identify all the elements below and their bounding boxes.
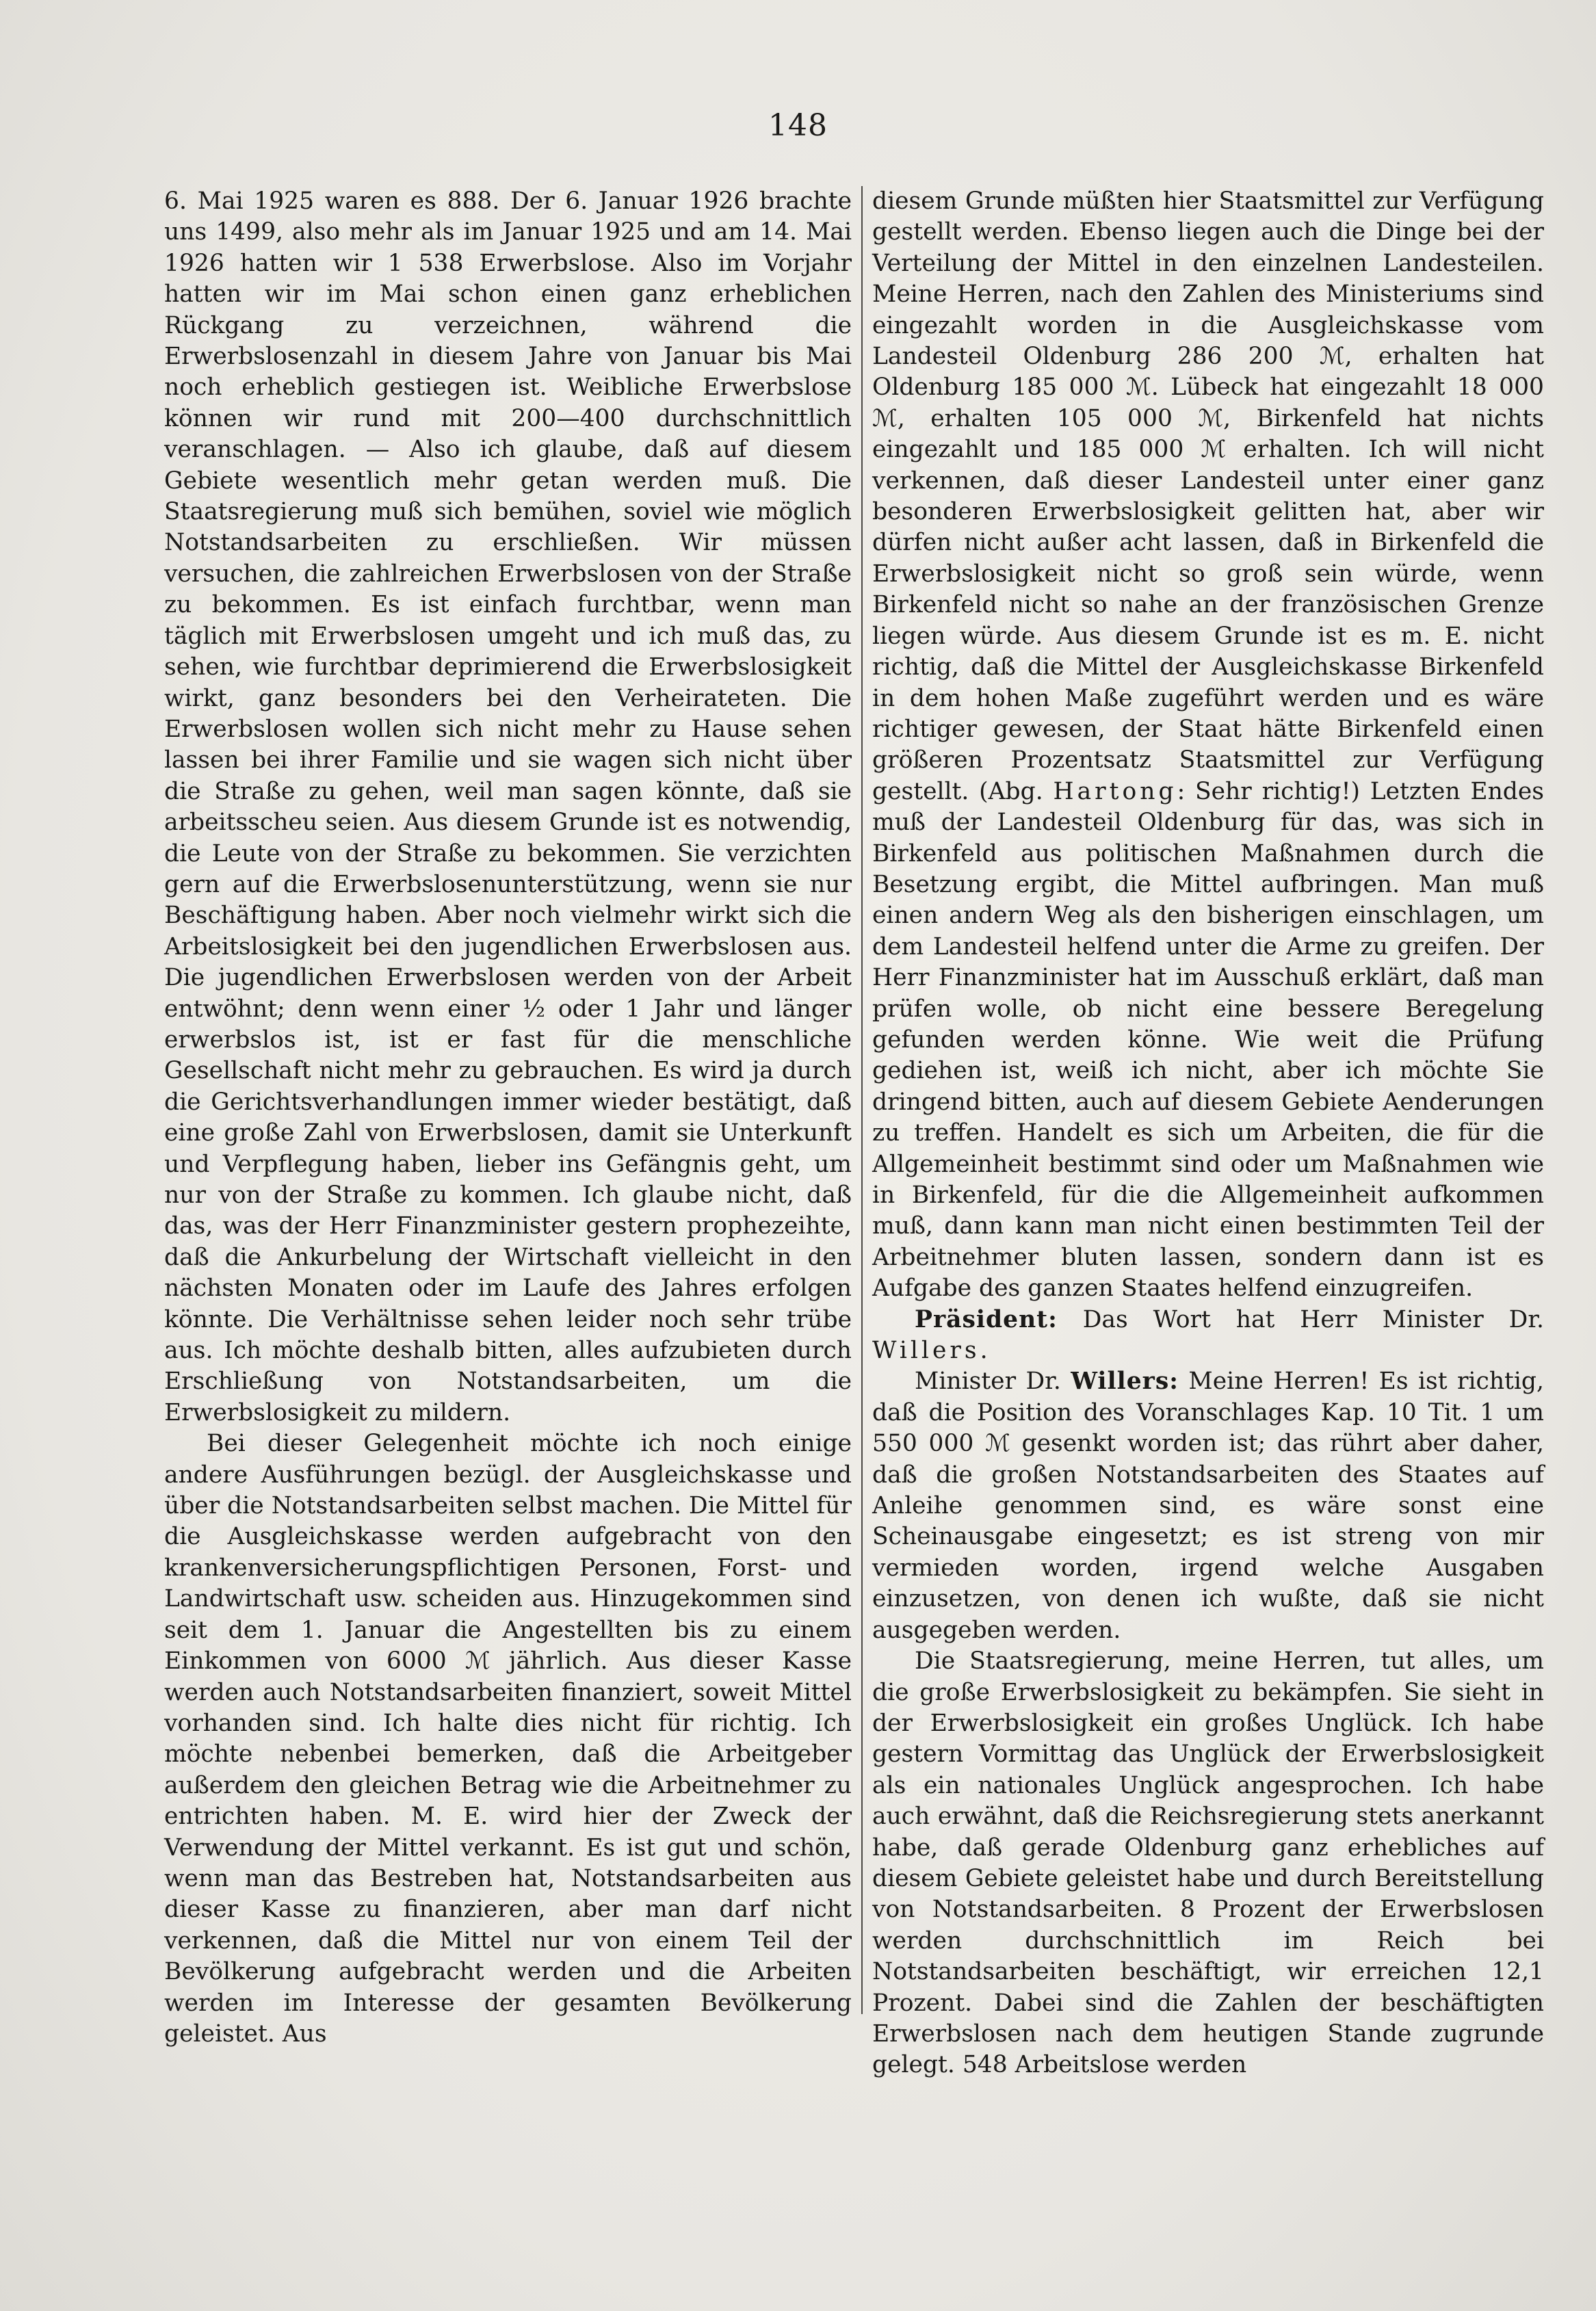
- right-column: [872, 186, 1544, 2081]
- paragraph-text: : Sehr richtig!) Letzten Endes muß der Landesteil Oldenburg für das, was sich in Birkenfeld aus politischen Maßnahmen durch die Besetzung ergibt, die Mittel aufbringen. Man muß einen andern Weg als den bisherigen einschlagen, um dem Landesteil helfend unter die Arme zu greifen. Der Herr Finanzminister hat im Ausschuß erklärt, daß man prüfen wolle, ob nicht eine bessere Beregelung gefunden werden könne. Wie weit die Prüfung gediehen ist, weiß ich nicht, aber ich möchte Sie dringend bitten, auch auf diesem Gebiete Aenderungen zu treffen. Handelt es sich um Arbeiten, die für die Allgemeinheit bestimmt sind oder um Maßnahmen wie in Birkenfeld, für die die Allgemeinheit aufkommen muß, dann kann man nicht einen bestimmten Teil der Arbeitnehmer bluten lassen, sondern dann ist es Aufgabe des ganzen Staates helfend einzugreifen.: [872, 777, 1545, 1303]
- interjection-speaker: Hartong: [1053, 777, 1177, 805]
- speaker-prefix: Minister Dr.: [915, 1368, 1071, 1396]
- paragraph: Die Staatsregierung, meine Herren, tut alles, um die große Erwerbslosigkeit zu bekämpfen. Sie sieht in der Erwerbslosigkeit ein großes Unglück. Ich habe gestern Vormittag das Unglück der Erwerbslosigkeit als ein nationales Unglück angesprochen. Ich habe auch erwähnt, daß die Reichsregierung stets anerkannt habe, daß gerade Oldenburg ganz erhebliches auf diesem Gebiete geleistet habe und durch Bereitstellung von Notstandsarbeiten. 8 Prozent der Erwerbslosen werden durchschnittlich im Reich bei Notstandsarbeiten beschäftigt, wir erreichen 12,1 Prozent. Dabei sind die Zahlen der beschäftigten Erwerbslosen nach dem heutigen Stande zugrunde gelegt. 548 Arbeitslose werden: [872, 1647, 1544, 2079]
- paragraph: [872, 186, 1544, 1305]
- statement-text: Meine Herren! Es ist richtig, daß die Position des Voranschlages Kap. 10 Tit. 1 um 550 000 ℳ gesenkt worden ist; das rührt aber daher, daß die großen Notstandsarbeiten des Staates auf Anleihe genommen sind, es wäre sonst eine Scheinausgabe eingesetzt; es ist streng von mir vermieden worden, irgend welche Ausgaben einzusetzen, von denen ich wußte, daß sie nicht ausgegeben werden.: [872, 1368, 1544, 1644]
- president-statement: Präsident: Das Wort hat Herr Minister Dr. Willers.: [872, 1305, 1544, 1365]
- statement-text: Das Wort hat Herr Minister Dr.: [1057, 1305, 1544, 1333]
- page-number: 148: [768, 108, 828, 143]
- paragraph: 6. Mai 1925 waren es 888. Der 6. Januar 1926 brachte uns 1499, also mehr als im Januar 1925 und am 14. Mai 1926 hatten wir 1 538 Erwerbslose. Also im Vorjahr hatten wir im Mai schon einen ganz erheblichen Rückgang zu verzeichnen, während die Erwerbslosenzahl in diesem Jahre von Januar bis Mai noch erheblich gestiegen ist. Weibliche Erwerbslose können wir rund mit 200—400 durchschnittlich veranschlagen. — Also ich glaube, daß auf diesem Gebiete wesentlich mehr getan werden muß. Die Staatsregierung muß sich bemühen, soviel wie möglich Notstandsarbeiten zu erschließen. Wir müssen versuchen, die zahlreichen Erwerbslosen von der Straße zu bekommen. Es ist einfach furchtbar, wenn man täglich mit Erwerbslosen umgeht und ich muß das, zu sehen, wie furchtbar deprimierend die Erwerbslosigkeit wirkt, ganz besonders bei den Verheirateten. Die Erwerbslosen wollen sich nicht mehr zu Hause sehen lassen bei ihrer Familie und sie wagen sich nicht über die Straße zu gehen, weil man sagen könnte, daß sie arbeitsscheu seien. Aus diesem Grunde ist es notwendig, die Leute von der Straße zu bekommen. Sie verzichten gern auf die Erwerbslosenunterstützung, wenn sie nur Beschäftigung haben. Aber noch vielmehr wirkt sich die Arbeitslosigkeit bei den jugendlichen Erwerbslosen aus. Die jugendlichen Erwerbslosen werden von der Arbeit entwöhnt; denn wenn einer ½ oder 1 Jahr und länger erwerbslos ist, ist er fast für die menschliche Gesellschaft nicht mehr zu gebrauchen. Es wird ja durch die Gerichtsverhandlungen immer wieder bestätigt, daß eine große Zahl von Erwerbslosen, damit sie Unterkunft und Verpflegung haben, lieber ins Gefängnis geht, um nur von der Straße zu kommen. Ich glaube nicht, daß das, was der Herr Finanzminister gestern prophezeihte, daß die Ankurbelung der Wirtschaft vielleicht in den nächsten Monaten oder im Laufe des Jahres erfolgen könnte. Die Verhältnisse sehen leider noch sehr trübe aus. Ich möchte deshalb bitten, alles aufzubieten durch Erschließung von Notstandsarbeiten, um die Erwerbslosigkeit zu mildern.: [164, 187, 852, 1426]
- speaker-name: Willers: [872, 1337, 980, 1365]
- minister-statement: [872, 1366, 1544, 1646]
- paragraph: Bei dieser Gelegenheit möchte ich noch einige andere Ausführungen bezügl. der Ausgleichskasse und über die Notstandsarbeiten selbst machen. Die Mittel für die Ausgleichskasse werden aufgebracht von den krankenversicherungspflichtigen Personen, Forst- und Landwirtschaft usw. scheiden aus. Hinzugekommen sind seit dem 1. Januar die Angestellten bis zu einem Einkommen von 6000 ℳ jährlich. Aus dieser Kasse werden auch Notstandsarbeiten finanziert, soweit Mittel vorhanden sind. Ich halte dies nicht für richtig. Ich möchte nebenbei bemerken, daß die Arbeitgeber außerdem den gleichen Betrag wie die Arbeitnehmer zu entrichten haben. M. E. wird hier der Zweck der Verwendung der Mittel verkannt. Es ist gut und schön, wenn man das Bestreben hat, Notstandsarbeiten aus dieser Kasse zu finanzieren, aber man darf nicht verkennen, daß die Mittel nur von einem Teil der Bevölkerung aufgebracht werden und die Arbeiten werden im Interesse der gesamten Bevölkerung geleistet. Aus: [164, 1430, 852, 2048]
- speaker-label: Präsident:: [915, 1305, 1058, 1333]
- speaker-label: Willers:: [1071, 1368, 1179, 1396]
- paragraph-text: diesem Grunde müßten hier Staatsmittel zur Verfügung gestellt werden. Ebenso liegen auch die Dinge bei der Verteilung der Mittel in den einzelnen Landesteilen. Meine Herren, nach den Zahlen des Ministeriums sind eingezahlt worden in die Ausgleichskasse vom Landesteil Oldenburg 286 200 ℳ, erhalten hat Oldenburg 185 000 ℳ. Lübeck hat eingezahlt 18 000 ℳ, erhalten 105 000 ℳ, Birkenfeld hat nichts eingezahlt und 185 000 ℳ erhalten. Ich will nicht verkennen, daß dieser Landesteil unter einer ganz besonderen Erwerbslosigkeit gelitten hat, aber wir dürfen nicht außer acht lassen, daß in Birkenfeld die Erwerbslosigkeit nicht so groß sein würde, wenn Birkenfeld nicht so nahe an der französischen Grenze liegen würde. Aus diesem Grunde ist es m. E. nicht richtig, daß die Mittel der Ausgleichskasse Birkenfeld in dem hohen Maße zugeführt werden und es wäre richtiger gewesen, der Staat hätte Birkenfeld einen größeren Prozentsatz Staatsmittel zur Verfügung gestellt. (Abg.: [872, 187, 1544, 805]
- column-divider: [861, 186, 863, 2014]
- left-column: [164, 186, 852, 2050]
